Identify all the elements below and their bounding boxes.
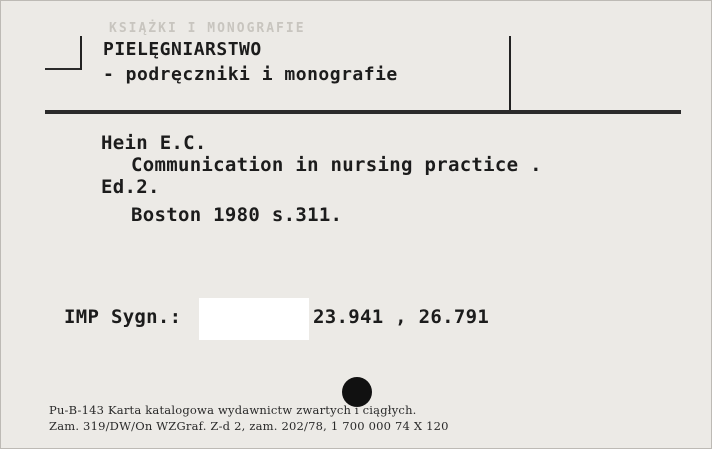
entry-author: Hein E.C. — [101, 132, 207, 154]
entry-edition: Ed.2. — [101, 176, 160, 198]
left-header-rule — [45, 68, 81, 70]
footer-line-1: Pu-B-143 Karta katalogowa wydawnictw zwartych i ciągłych. — [49, 403, 417, 417]
header-subtitle: - podręczniki i monografie — [103, 64, 398, 85]
signature-label: IMP Sygn.: — [64, 306, 182, 328]
footer-line-2: Zam. 319/DW/On WZGraf. Z-d 2, zam. 202/78, 1 700 000 74 X 120 — [49, 419, 449, 433]
faded-header-text: KSIĄŻKI I MONOGRAFIE — [109, 21, 306, 36]
header-divider — [45, 110, 681, 114]
entry-imprint: Boston 1980 s.311. — [131, 204, 343, 226]
redaction-box — [199, 298, 309, 340]
left-vertical-rule — [80, 36, 82, 70]
entry-title: Communication in nursing practice . — [131, 154, 542, 176]
signature-numbers: 23.941 , 26.791 — [313, 306, 490, 328]
header-title: PIELĘGNIARSTWO — [103, 39, 262, 60]
right-vertical-rule — [509, 36, 511, 110]
